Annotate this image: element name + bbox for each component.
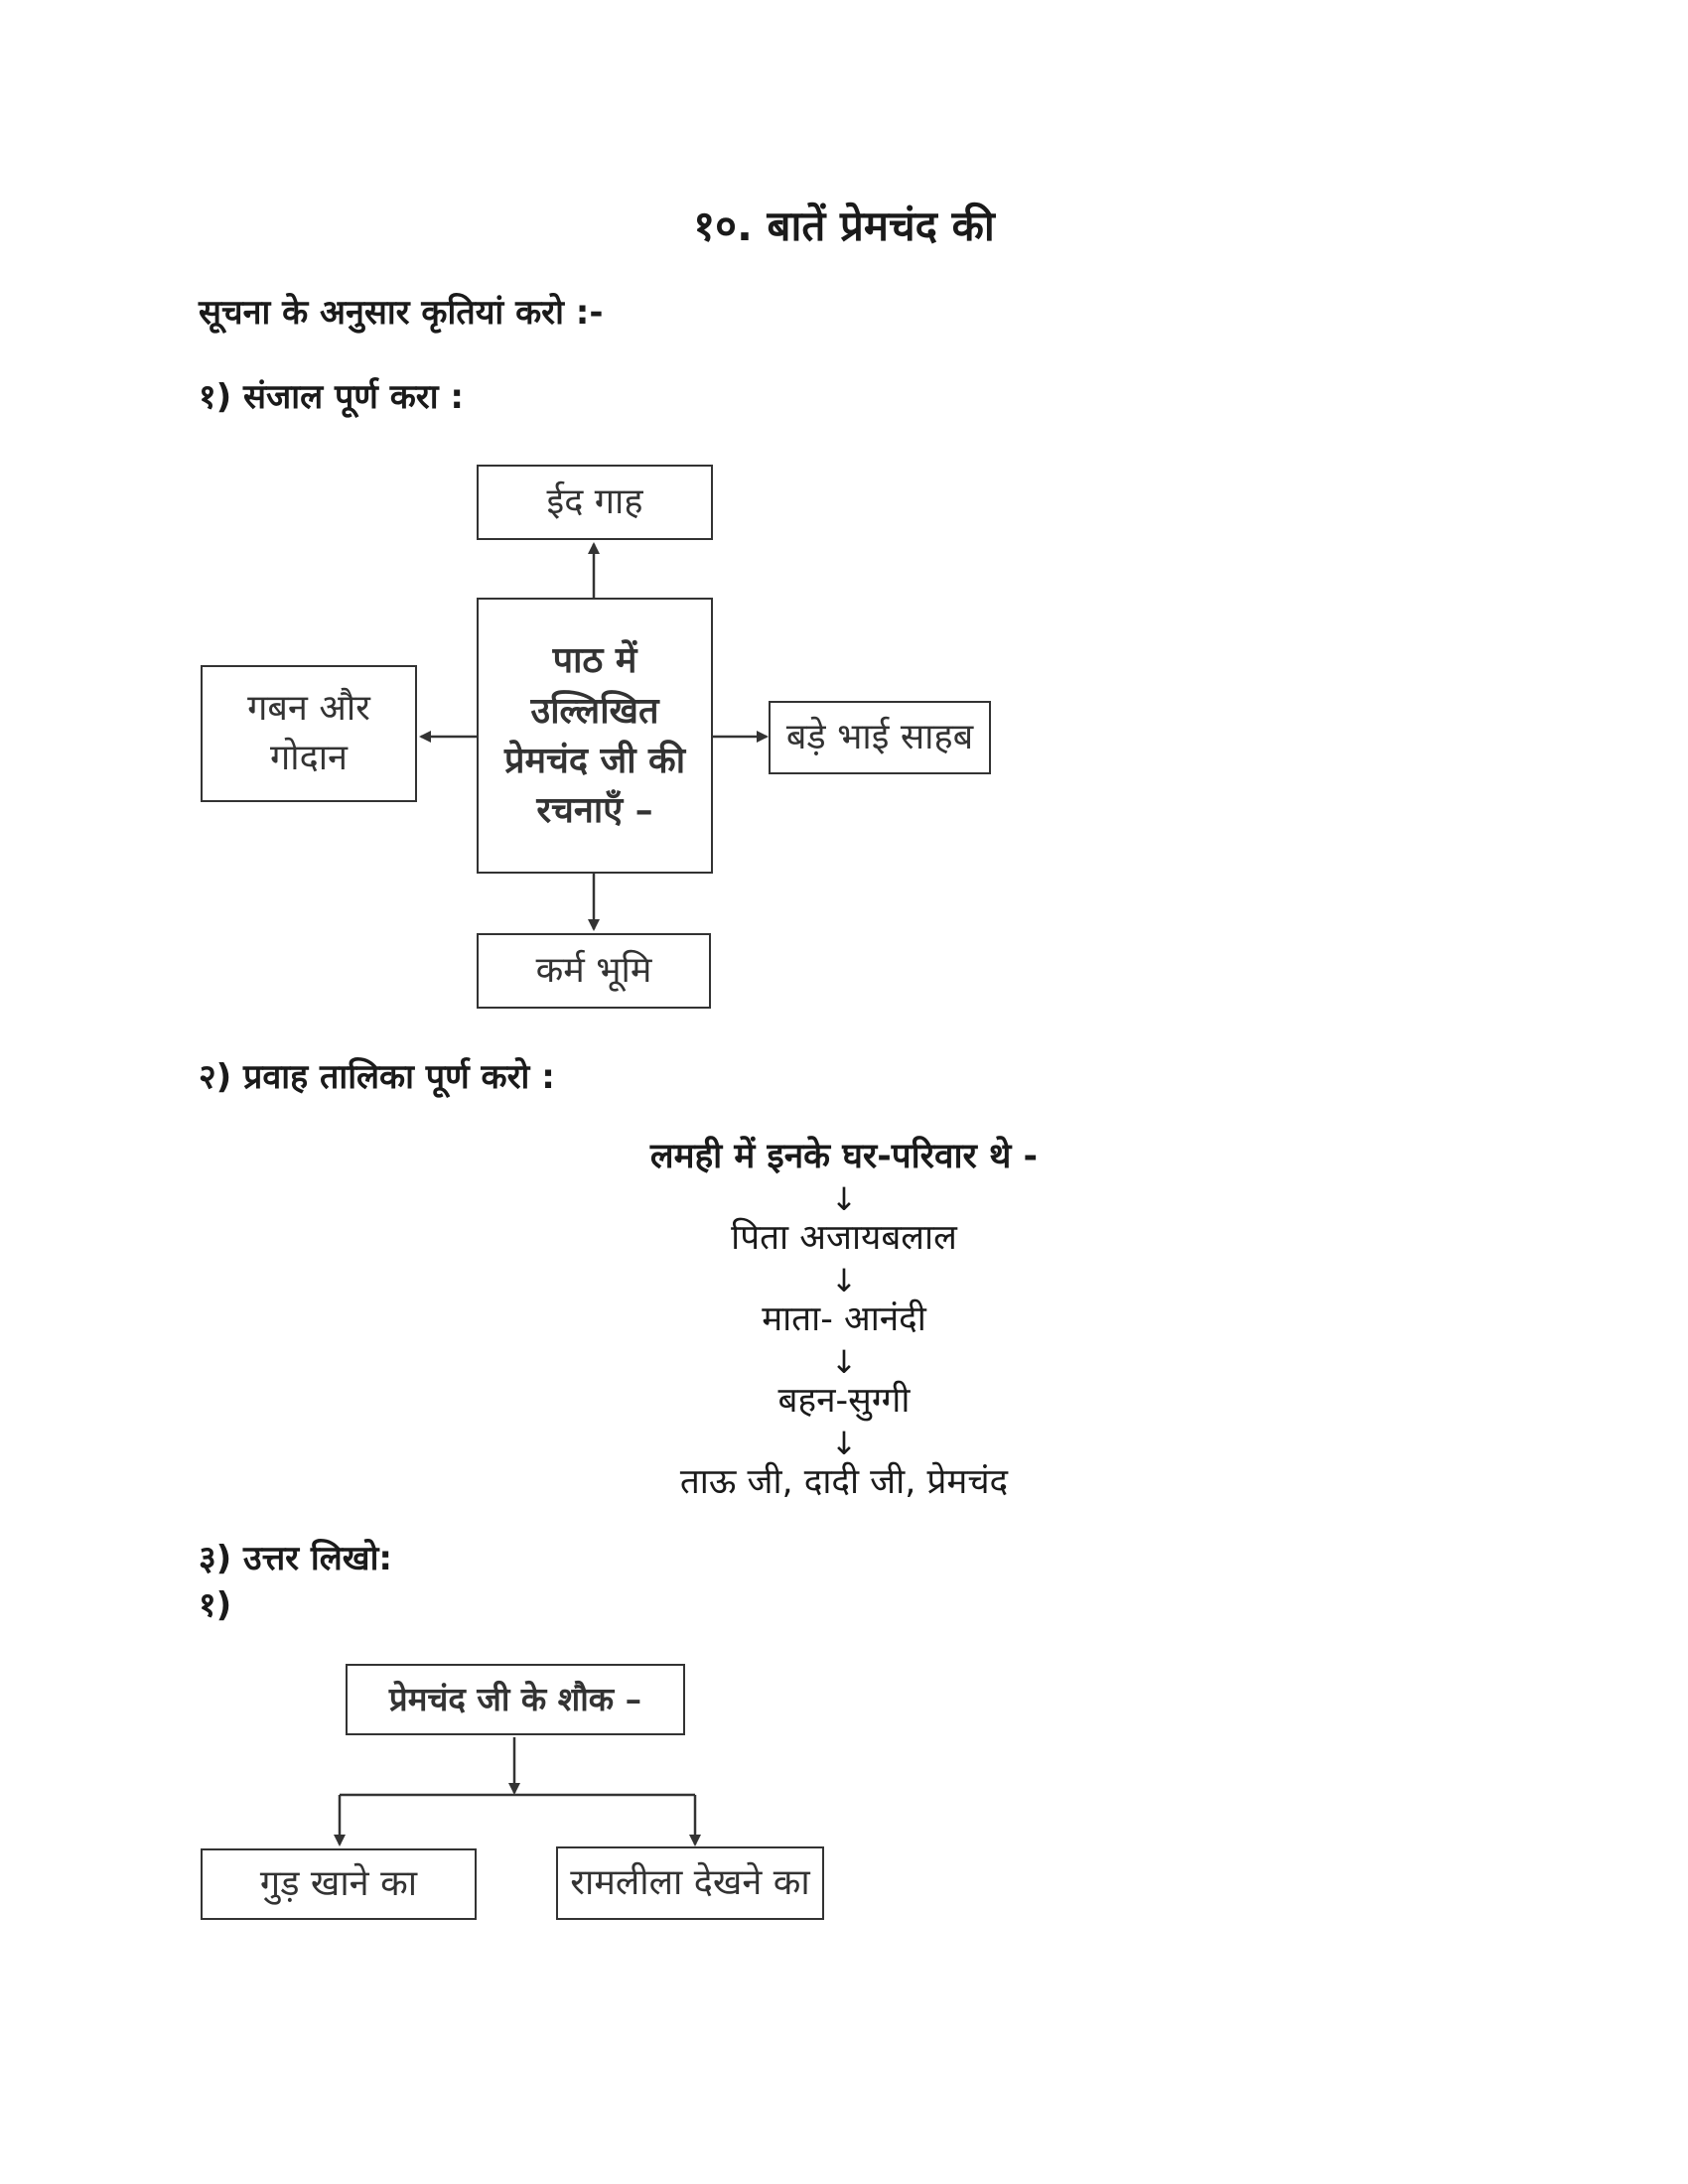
q2-heading: २) प्रवाह तालिका पूर्ण करो : bbox=[199, 1057, 555, 1097]
q3-subnumber: १) bbox=[199, 1585, 232, 1625]
flow-item-1: पिता अजायबलाल bbox=[731, 1218, 957, 1258]
instruction-heading: सूचना के अनुसार कृतियां करो :- bbox=[199, 293, 604, 333]
q3-box-right: रामलीला देखने का bbox=[556, 1846, 824, 1920]
q1-box-top: ईद गाह bbox=[477, 465, 713, 540]
q1-box-right: बड़े भाई साहब bbox=[769, 701, 991, 774]
flow-arrow-1: ↓ bbox=[830, 1180, 858, 1218]
q1-box-center: पाठ में उल्लिखित प्रेमचंद जी की रचनाएँ – bbox=[477, 598, 713, 874]
q3-box-left: गुड़ खाने का bbox=[201, 1848, 477, 1920]
flow-arrow-2: ↓ bbox=[830, 1262, 858, 1299]
flow-item-4: ताऊ जी, दादी जी, प्रेमचंद bbox=[679, 1462, 1009, 1502]
q3-box-root: प्रेमचंद जी के शौक – bbox=[346, 1664, 685, 1735]
q3-heading: ३) उत्तर लिखो: bbox=[199, 1539, 392, 1578]
page-title: १०. बातें प्रेमचंद की bbox=[693, 202, 995, 250]
q1-heading: १) संजाल पूर्ण करा : bbox=[199, 377, 464, 417]
flow-head: लमही में इनके घर-परिवार थे - bbox=[649, 1137, 1039, 1176]
flow-arrow-3: ↓ bbox=[830, 1343, 858, 1381]
q1-box-bottom: कर्म भूमि bbox=[477, 933, 711, 1009]
flow-item-3: बहन-सुग्गी bbox=[777, 1381, 911, 1421]
q1-box-left: गबन और गोदान bbox=[201, 665, 417, 802]
flow-arrow-4: ↓ bbox=[830, 1425, 858, 1462]
flow-item-2: माता- आनंदी bbox=[762, 1299, 926, 1339]
